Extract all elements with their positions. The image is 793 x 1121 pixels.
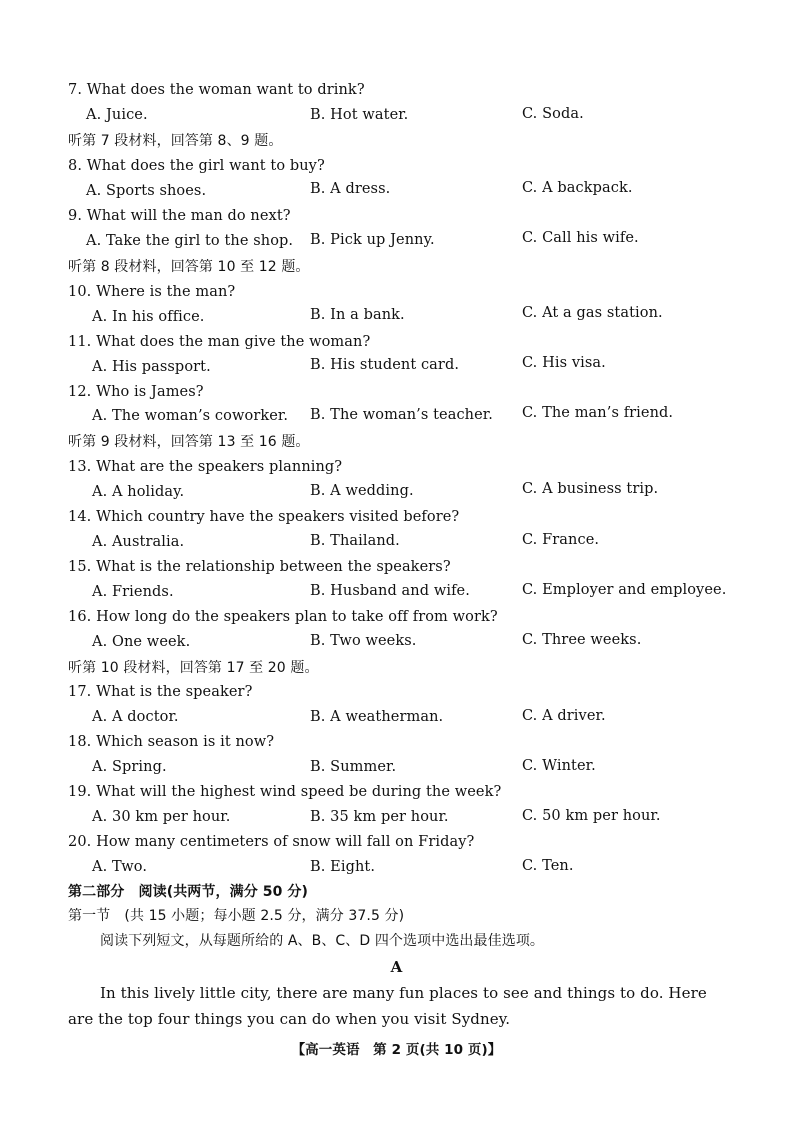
option-a: A. Sports shoes. [86,183,207,199]
question-stem: 7. What does the woman want to drink? [68,82,365,98]
option-c: C. A backpack. [522,180,633,196]
option-b: B. Husband and wife. [310,583,470,599]
option-a: A. Australia. [92,534,185,550]
option-b: B. Two weeks. [310,633,417,649]
question-stem: 15. What is the relationship between the speakers? [68,559,451,575]
option-a: A. A doctor. [92,709,179,725]
option-b: B. Eight. [310,859,376,875]
question-stem: 16. How long do the speakers plan to take off from work? [68,609,498,625]
option-a: A. Juice. [86,107,148,123]
option-b: B. 35 km per hour. [310,809,449,825]
option-a: A. A holiday. [92,484,185,500]
section-header: 听第 8 段材料，回答第 10 至 12 题。 [68,259,310,275]
option-b: B. Summer. [310,759,397,775]
question-stem: 9. What will the man do next? [68,208,291,224]
option-a: A. In his office. [92,309,205,325]
option-b: B. The woman’s teacher. [310,407,493,423]
option-c: C. A driver. [522,708,606,724]
section-header: 听第 10 段材料，回答第 17 至 20 题。 [68,660,319,676]
section-title: 第一节 (共 15 小题；每小题 2.5 分，满分 37.5 分) [68,908,405,924]
option-b: B. His student card. [310,357,460,373]
option-c: C. Winter. [522,758,596,774]
option-c: C. Call his wife. [522,230,639,246]
option-b: B. A dress. [310,181,391,197]
question-stem: 12. Who is James? [68,384,204,400]
option-c: C. At a gas station. [522,305,663,321]
option-c: C. A business trip. [522,481,659,497]
option-c: C. Employer and employee. [522,582,727,598]
option-c: C. Three weeks. [522,632,642,648]
option-b: B. Pick up Jenny. [310,232,435,248]
option-c: C. His visa. [522,355,606,371]
passage-text: In this lively little city, there are many fun places to see and things to do. Here are the top four things you can do when you visit Sydney. [68,984,707,1028]
option-a: A. One week. [92,634,191,650]
option-c: C. Soda. [522,106,584,122]
instruction: 阅读下列短文，从每题所给的 A、B、C、D 四个选项中选出最佳选项。 [100,933,545,949]
option-b: B. Hot water. [310,107,409,123]
option-a: A. Two. [92,859,148,875]
option-a: A. 30 km per hour. [92,809,231,825]
option-c: C. The man’s friend. [522,405,674,421]
option-c: C. France. [522,532,600,548]
part-title: 第二部分 阅读(共两节，满分 50 分) [68,884,309,900]
option-a: A. The woman’s coworker. [92,408,289,424]
section-header: 听第 9 段材料，回答第 13 至 16 题。 [68,434,310,450]
question-stem: 20. How many centimeters of snow will fall on Friday? [68,834,475,850]
page-footer: 【高一英语 第 2 页(共 10 页)】 [291,1042,502,1058]
question-stem: 19. What will the highest wind speed be during the week? [68,784,502,800]
option-a: A. Friends. [92,584,174,600]
question-stem: 17. What is the speaker? [68,684,253,700]
question-stem: 14. Which country have the speakers visited before? [68,509,460,525]
option-c: C. 50 km per hour. [522,808,661,824]
option-a: A. Take the girl to the shop. [86,233,294,249]
option-b: B. A weatherman. [310,709,444,725]
option-a: A. His passport. [92,359,211,375]
question-stem: 10. Where is the man? [68,284,236,300]
question-stem: 11. What does the man give the woman? [68,334,371,350]
option-a: A. Spring. [92,759,167,775]
option-b: B. A wedding. [310,483,414,499]
passage-label: A [390,958,403,976]
question-stem: 8. What does the girl want to buy? [68,158,325,174]
option-c: C. Ten. [522,858,574,874]
option-b: B. Thailand. [310,533,400,549]
question-stem: 13. What are the speakers planning? [68,459,343,475]
question-stem: 18. Which season is it now? [68,734,275,750]
option-b: B. In a bank. [310,307,405,323]
section-header: 听第 7 段材料，回答第 8、9 题。 [68,133,283,149]
